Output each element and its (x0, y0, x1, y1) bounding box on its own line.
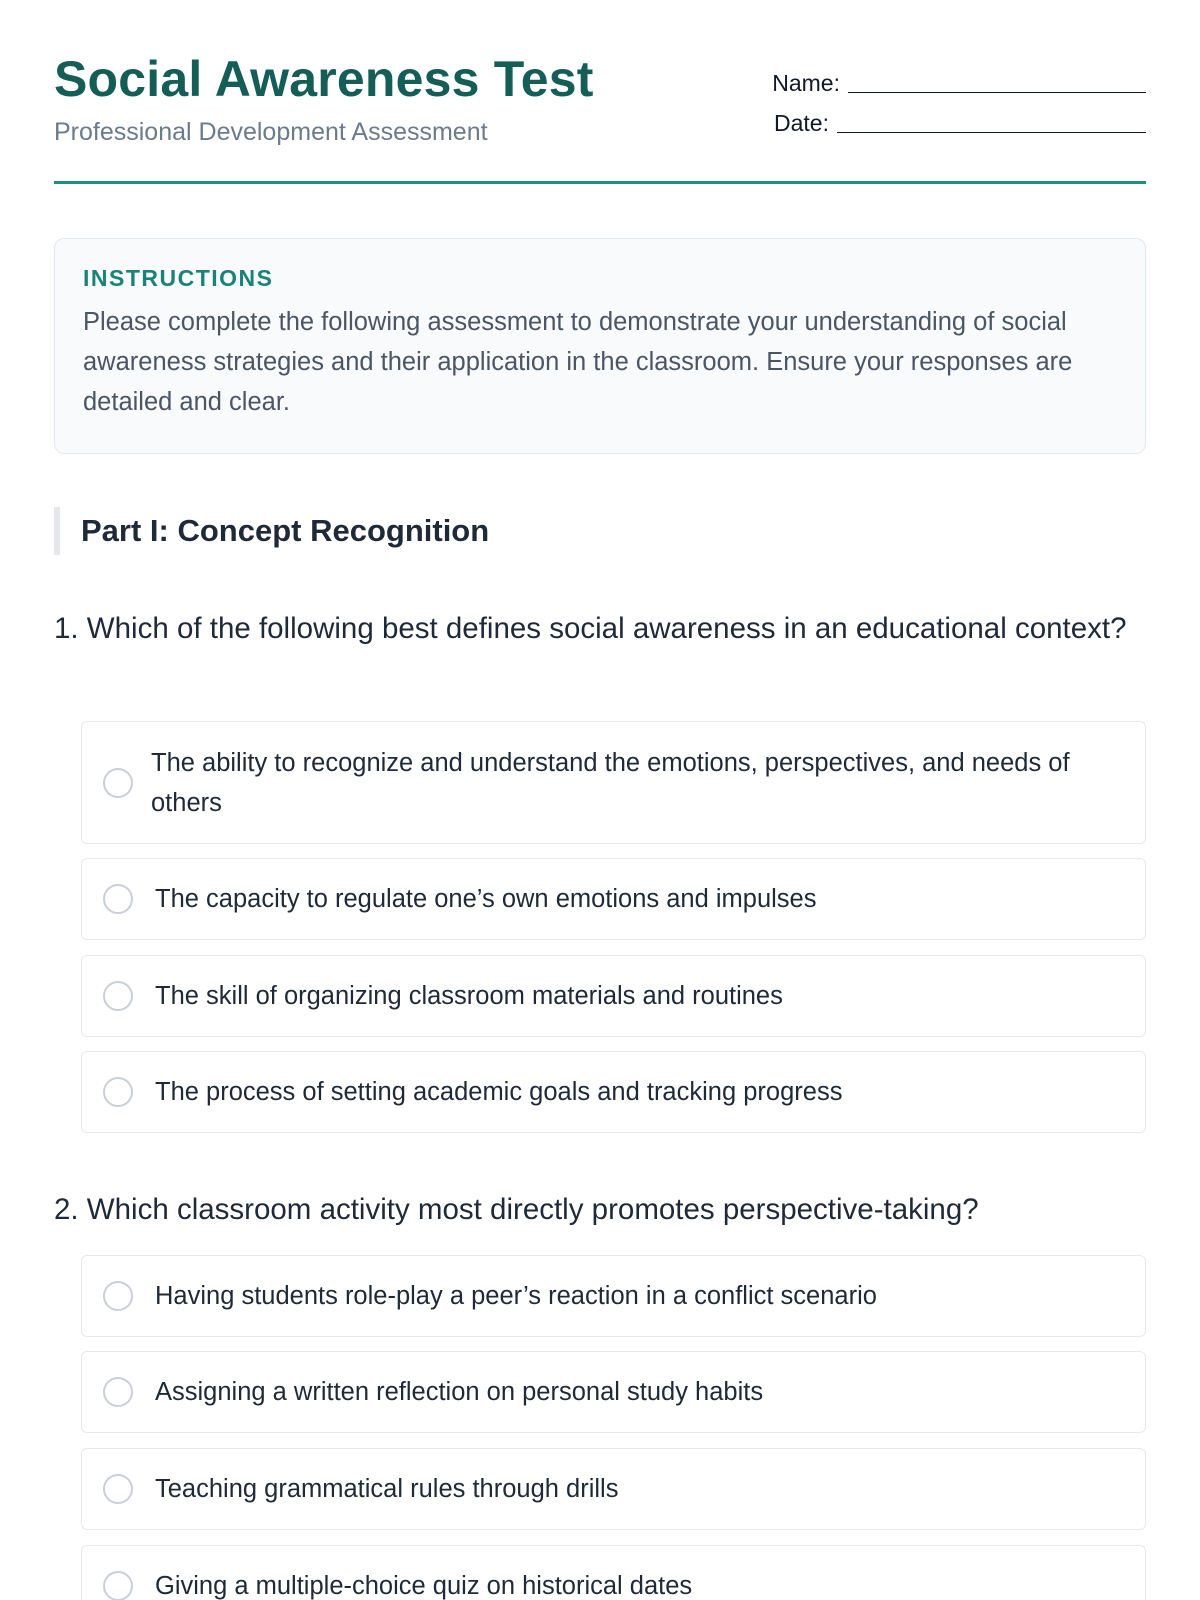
option-label: Assigning a written reflection on personal study habits (155, 1378, 764, 1406)
question-2 (54, 1187, 1146, 1233)
radio-button[interactable] (103, 1474, 133, 1504)
radio-button[interactable] (103, 1077, 133, 1107)
instructions-heading: INSTRUCTIONS (83, 265, 274, 291)
question-text: 1. Which of the following best defines social awareness in an educational context? (54, 612, 1127, 645)
option-label: The skill of organizing classroom materials and routines (155, 982, 783, 1010)
radio-button[interactable] (103, 768, 133, 798)
name-label: Name: (772, 70, 840, 96)
option-label: The ability to recognize and understand the emotions, perspectives, and needs of others (151, 748, 1070, 817)
question-1-option-3[interactable] (81, 955, 1146, 1037)
option-label: The capacity to regulate one’s own emotions and impulses (155, 885, 817, 913)
name-input-line[interactable] (848, 73, 1146, 93)
part-heading: Part I: Concept Recognition (54, 507, 489, 555)
name-field[interactable] (772, 70, 1146, 97)
option-label: Having students role-play a peer’s reaction in a conflict scenario (155, 1282, 877, 1310)
question-1-option-4[interactable] (81, 1051, 1146, 1133)
question-text: 2. Which classroom activity most directly promotes perspective-taking? (54, 1193, 979, 1226)
radio-button[interactable] (103, 981, 133, 1011)
question-2-option-2[interactable] (81, 1351, 1146, 1433)
page-subtitle: Professional Development Assessment (54, 118, 488, 146)
page-header (54, 0, 1146, 184)
option-label: Teaching grammatical rules through drills (155, 1475, 619, 1503)
question-2-option-1[interactable] (81, 1255, 1146, 1337)
question-2-option-3[interactable] (81, 1448, 1146, 1530)
question-2-option-4[interactable] (81, 1545, 1146, 1600)
page-title: Social Awareness Test (54, 51, 594, 107)
option-label: The process of setting academic goals and tracking progress (155, 1078, 843, 1106)
assessment-page (54, 0, 1146, 1600)
option-label: Giving a multiple-choice quiz on historical dates (155, 1572, 693, 1600)
radio-button[interactable] (103, 884, 133, 914)
instructions-text: Please complete the following assessment to demonstrate your understanding of social awareness strategies and their application in the classroom. Ensure your responses are detailed and clear. (83, 308, 1073, 416)
question-1-option-2[interactable] (81, 858, 1146, 940)
radio-button[interactable] (103, 1281, 133, 1311)
date-field[interactable] (774, 110, 1146, 137)
date-label: Date: (774, 110, 829, 136)
question-1-option-1[interactable] (81, 721, 1146, 844)
question-1 (54, 606, 1146, 652)
radio-button[interactable] (103, 1377, 133, 1407)
instructions-box (54, 238, 1146, 454)
radio-button[interactable] (103, 1571, 133, 1600)
date-input-line[interactable] (837, 113, 1146, 133)
